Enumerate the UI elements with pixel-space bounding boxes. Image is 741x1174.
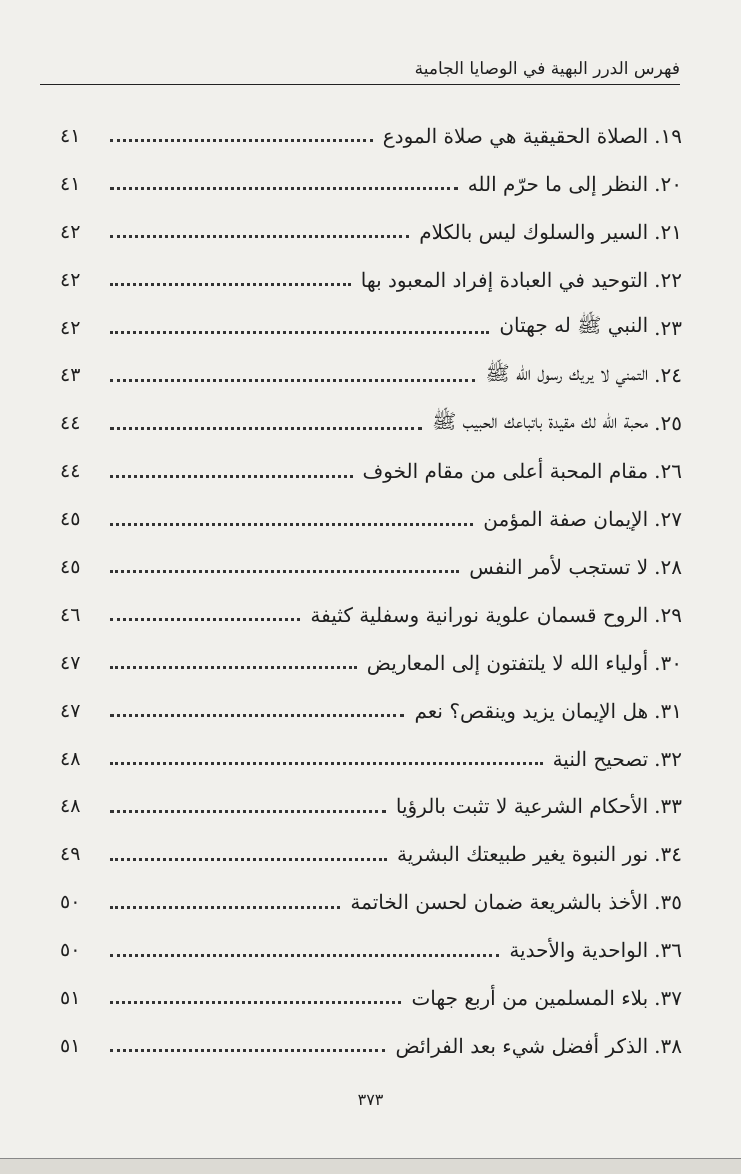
entry-title: التوحيد في العبادة إفراد المعبود بها	[360, 267, 649, 292]
entry-title: النظر إلى ما حرّم الله	[467, 171, 649, 196]
entry-page: ٤٧	[60, 651, 81, 674]
entry-page: ٤١	[60, 124, 81, 147]
dot-leader	[110, 904, 340, 909]
entry-title: الإيمان صفة المؤمن	[483, 507, 649, 532]
toc-entry	[60, 639, 682, 687]
entry-page: ٤٢	[60, 220, 81, 243]
entry-page: ٥١	[60, 1034, 81, 1057]
dot-leader	[110, 233, 409, 238]
entry-page: ٥٠	[60, 891, 81, 914]
entry-page: ٥١	[60, 986, 81, 1009]
entry-number: ٣٥.	[654, 890, 682, 915]
entry-number: ٢١.	[654, 219, 682, 244]
toc-entry	[60, 256, 682, 304]
entry-number: ٣٦.	[654, 938, 682, 963]
toc-entry	[60, 208, 682, 256]
dot-leader	[110, 712, 404, 717]
toc-entry	[60, 878, 682, 926]
entry-page: ٤٣	[60, 364, 81, 387]
entry-page: ٤٩	[60, 843, 81, 866]
dot-leader	[110, 664, 357, 669]
entry-number: ٢٩.	[654, 602, 682, 627]
toc-entry	[60, 926, 682, 974]
entry-title: الصلاة الحقيقية هي صلاة المودع	[382, 123, 649, 148]
entry-title: هل الإيمان يزيد وينقص؟ نعم	[414, 698, 649, 723]
entry-number: ٢٠.	[654, 171, 682, 196]
dot-leader	[110, 329, 489, 334]
entry-title: الذكر أفضل شيء بعد الفرائض	[395, 1033, 649, 1058]
dot-leader	[110, 952, 499, 957]
entry-number: ٢٨.	[654, 554, 682, 579]
toc-entry	[60, 351, 682, 399]
entry-page: ٤٢	[60, 316, 81, 339]
entry-page: ٤٤	[60, 412, 81, 435]
toc-entry	[60, 735, 682, 783]
entry-title: الروح قسمان علوية نورانية وسفلية كثيفة	[310, 602, 649, 627]
running-title: فهرس الدرر البهية في الوصايا الجامية	[409, 58, 680, 80]
toc-entry	[60, 591, 682, 639]
entry-title: السير والسلوك ليس بالكلام	[419, 219, 649, 244]
entry-title: لا تستجب لأمر النفس	[469, 554, 649, 579]
entry-number: ٣٠.	[654, 650, 682, 675]
entry-number: ٢٢.	[654, 267, 682, 292]
entry-page: ٤٧	[60, 699, 81, 722]
dot-leader	[110, 137, 373, 142]
entry-title: مقام المحبة أعلى من مقام الخوف	[362, 459, 649, 484]
entry-number: ٢٦.	[654, 459, 682, 484]
toc-entry	[60, 687, 682, 735]
entry-number: ٢٤.	[654, 363, 682, 388]
dot-leader	[110, 856, 387, 861]
entry-number: ٣٨.	[654, 1033, 682, 1058]
entry-title: الأخذ بالشريعة ضمان لحسن الخاتمة	[350, 890, 649, 915]
toc-entry	[60, 1022, 682, 1070]
entry-number: ٢٧.	[654, 507, 682, 532]
page-number: ٣٧٣	[357, 1090, 384, 1109]
dot-leader	[110, 425, 422, 430]
toc-entry	[60, 782, 682, 830]
entry-title: الأحكام الشرعية لا تثبت بالرؤيا	[395, 794, 649, 819]
entry-number: ١٩.	[654, 123, 682, 148]
dot-leader	[110, 616, 300, 621]
entry-number: ٢٣.	[654, 315, 682, 340]
toc-entry	[60, 399, 682, 447]
entry-number: ٢٥.	[654, 411, 682, 436]
toc-entry	[60, 974, 682, 1022]
dot-leader	[110, 473, 353, 478]
toc-entry	[60, 447, 682, 495]
entry-page: ٤٥	[60, 555, 81, 578]
toc-entry	[60, 830, 682, 878]
dot-leader	[110, 999, 401, 1004]
toc-entry	[60, 112, 682, 160]
entry-page: ٤٢	[60, 268, 81, 291]
entry-title: التمني لا يريك رسول الله ﷺ	[485, 360, 649, 385]
table-of-contents	[60, 112, 682, 1070]
entry-title: أولياء الله لا يلتفتون إلى المعاريض	[366, 650, 649, 675]
entry-number: ٣١.	[654, 698, 682, 723]
entry-title: تصحيح النية	[552, 746, 649, 771]
page-edge	[0, 1158, 741, 1174]
dot-leader	[110, 521, 473, 526]
running-header	[40, 58, 680, 85]
dot-leader	[110, 568, 459, 573]
entry-title: محبة الله لك مقيدة باتباعك الحبيب ﷺ	[432, 408, 649, 433]
entry-page: ٤١	[60, 172, 81, 195]
toc-entry	[60, 495, 682, 543]
entry-page: ٤٨	[60, 795, 81, 818]
entry-number: ٣٧.	[654, 985, 682, 1010]
dot-leader	[110, 1047, 385, 1052]
entry-title: بلاء المسلمين من أربع جهات	[411, 985, 649, 1010]
entry-page: ٥٠	[60, 939, 81, 962]
entry-number: ٣٤.	[654, 842, 682, 867]
entry-page: ٤٤	[60, 460, 81, 483]
entry-number: ٣٣.	[654, 794, 682, 819]
dot-leader	[110, 281, 351, 286]
entry-page: ٤٥	[60, 508, 81, 531]
dot-leader	[110, 377, 475, 382]
entry-page: ٤٦	[60, 603, 81, 626]
toc-entry	[60, 543, 682, 591]
toc-entry	[60, 160, 682, 208]
dot-leader	[110, 185, 458, 190]
entry-number: ٣٢.	[654, 746, 682, 771]
dot-leader	[110, 808, 386, 813]
entry-title: نور النبوة يغير طبيعتك البشرية	[396, 842, 649, 867]
entry-page: ٤٨	[60, 747, 81, 770]
toc-entry	[60, 304, 682, 352]
dot-leader	[110, 760, 543, 765]
entry-title: النبي ﷺ له جهتان	[499, 313, 649, 337]
entry-title: الواحدية والأحدية	[509, 938, 649, 963]
